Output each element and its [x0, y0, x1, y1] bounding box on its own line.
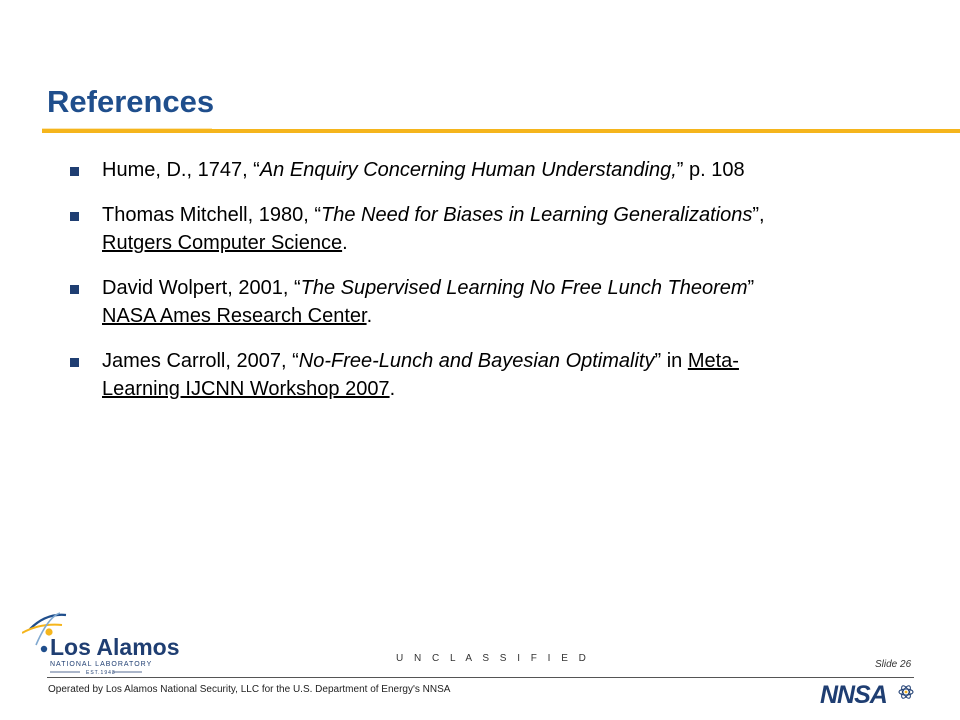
reference-link[interactable]: Learning IJCNN Workshop 2007	[102, 378, 390, 400]
reference-title: No-Free-Lunch and Bayesian Optimality	[298, 350, 655, 372]
reference-title: The Supervised Learning No Free Lunch Theorem	[300, 277, 748, 299]
nnsa-text: NNSA	[820, 681, 887, 708]
reference-line	[102, 347, 930, 375]
footer-operated-by: Operated by Los Alamos National Security, LLC for the U.S. Department of Energy's NNSA	[48, 684, 451, 695]
reference-line	[102, 302, 930, 330]
reference-list	[70, 156, 930, 420]
reference-item	[70, 274, 930, 330]
reference-item	[70, 201, 930, 257]
reference-title: An Enquiry Concerning Human Understanding,	[259, 159, 677, 181]
reference-tail-text: .	[342, 232, 348, 254]
lanl-name-text: Los Alamos	[50, 634, 180, 660]
reference-link[interactable]: NASA Ames Research Center	[102, 305, 367, 327]
bullet-icon	[70, 212, 79, 221]
reference-line	[102, 201, 930, 229]
nnsa-logo	[818, 680, 918, 708]
footer-divider	[47, 677, 914, 678]
reference-tail-text: ” p. 108	[676, 159, 745, 181]
reference-tail-text: ”,	[752, 204, 765, 226]
reference-line	[102, 156, 930, 184]
atom-icon	[899, 684, 913, 699]
bullet-icon	[70, 167, 79, 176]
slide-number: Slide 26	[875, 659, 912, 670]
classification-label: U N C L A S S I F I E D	[396, 653, 590, 664]
reference-line	[102, 375, 930, 403]
reference-link[interactable]: Meta-	[687, 350, 739, 372]
lanl-sub-text: NATIONAL LABORATORY	[50, 661, 153, 668]
reference-line	[102, 274, 930, 302]
reference-tail-text: ” in	[654, 350, 688, 372]
lanl-est-text: EST.1943	[86, 670, 116, 676]
reference-tail-text: .	[389, 378, 396, 400]
reference-author-text: Hume, D., 1747, “	[102, 159, 260, 181]
reference-line	[102, 229, 930, 257]
reference-author-text: Thomas Mitchell, 1980, “	[102, 204, 321, 226]
bullet-icon	[70, 285, 79, 294]
title-underline-rule	[42, 129, 960, 133]
bullet-icon	[70, 358, 79, 367]
reference-tail-text: .	[366, 305, 373, 327]
reference-item	[70, 156, 930, 184]
reference-title: The Need for Biases in Learning Generalizations	[320, 204, 753, 226]
reference-link[interactable]: Rutgers Computer Science	[102, 232, 343, 254]
los-alamos-logo	[22, 605, 182, 677]
reference-item	[70, 347, 930, 403]
reference-author-text: James Carroll, 2007, “	[102, 350, 299, 372]
reference-author-text: David Wolpert, 2001, “	[102, 277, 301, 299]
slide-title: References	[47, 84, 215, 119]
reference-tail-text: ”	[747, 277, 755, 299]
